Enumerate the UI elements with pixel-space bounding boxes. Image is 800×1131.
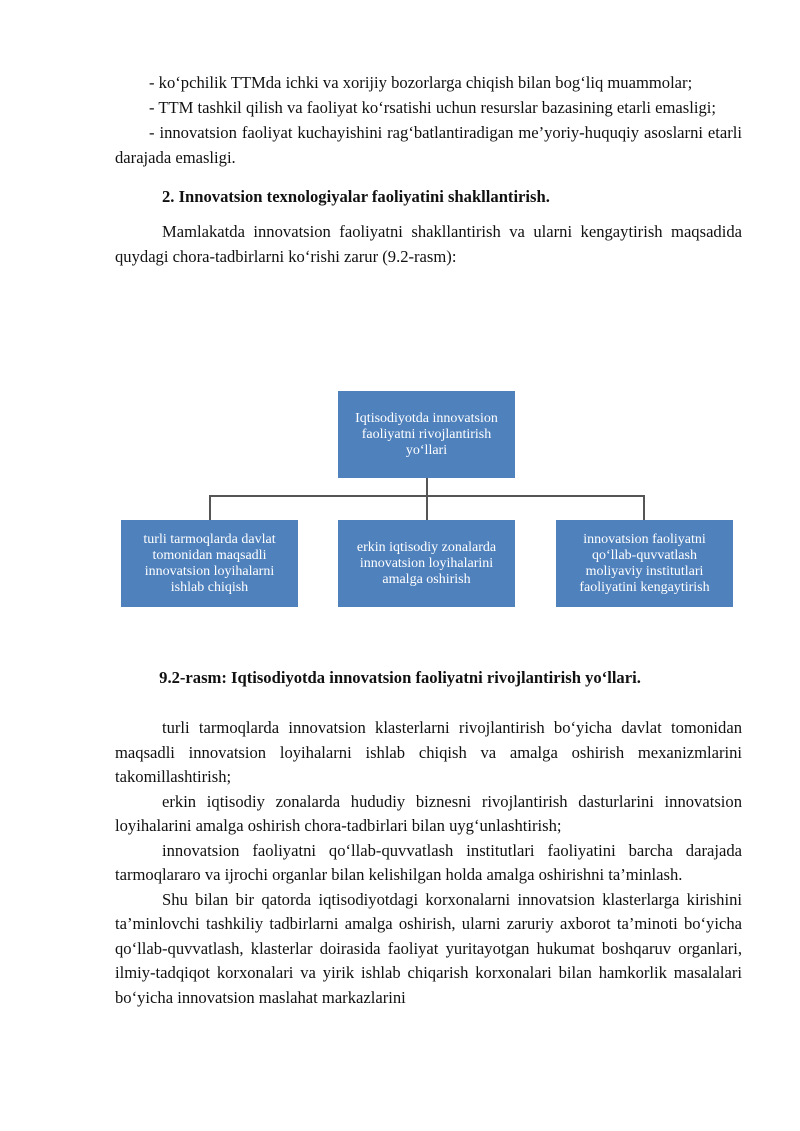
connector-horizontal bbox=[209, 495, 644, 497]
connector-right bbox=[643, 495, 645, 520]
diagram-child-box-1: turli tarmoqlarda davlat tomonidan maqsadli innovatsion loyihalarni ishlab chiqish bbox=[121, 520, 298, 607]
body-paragraph-2: erkin iqtisodiy zonalarda hududiy biznesni rivojlantirish dasturlarini innovatsion loyihalarini amalga oshirish chora-tadbirlari bilan uyg‘unlashtirish; bbox=[115, 791, 742, 835]
diagram-child-box-3: innovatsion faoliyatni qo‘llab-quvvatlash moliyaviy institutlari faoliyatini kengaytirish bbox=[556, 520, 733, 607]
figure-caption: 9.2-rasm: Iqtisodiyotda innovatsion faoliyatni rivojlantirish yo‘llari. bbox=[159, 668, 641, 687]
section-intro: Mamlakatda innovatsion faoliyatni shakllantirish va ularni kengaytirish maqsadida quydagi chora-tadbirlarni ko‘rishi zarur (9.2-rasm): bbox=[115, 222, 742, 266]
diagram-root-box: Iqtisodiyotda innovatsion faoliyatni rivojlantirish yo‘llari bbox=[338, 391, 515, 478]
body-paragraph-1: turli tarmoqlarda innovatsion klasterlarni rivojlantirish bo‘yicha davlat tomonidan maqsadli innovatsion loyihalarni ishlab chiqish va amalga oshirish mexanizmlarini takomillashtirish; bbox=[115, 718, 742, 786]
body-paragraph-3: innovatsion faoliyatni qo‘llab-quvvatlash institutlari faoliyatini barcha darajada tarmoqlararo va ijrochi organlar bilan kelishilgan holda amalga oshirishni ta’minlash. bbox=[115, 840, 742, 884]
connector-middle bbox=[426, 495, 428, 520]
section-heading: 2. Innovatsion texnologiyalar faoliyatini shakllantirish. bbox=[162, 187, 550, 206]
intro-item-2: - TTM tashkil qilish va faoliyat ko‘rsatishi uchun resurslar bazasining etarli emasligi; bbox=[149, 98, 716, 117]
intro-section bbox=[115, 70, 742, 269]
connector-root bbox=[426, 478, 428, 496]
intro-item-1: - ko‘pchilik TTMda ichki va xorijiy bozorlarga chiqish bilan bog‘liq muammolar; bbox=[149, 73, 693, 92]
intro-item-3: - innovatsion faoliyat kuchayishini rag‘batlantiradigan me’yoriy-huquqiy asoslarni etarli darajada emasligi. bbox=[115, 123, 742, 167]
body-paragraph-4: Shu bilan bir qatorda iqtisodiyotdagi korxonalarni innovatsion klasterlarga kirishini ta’minlovchi tashkiliy tadbirlarni amalga oshirish, ularni zaruriy axborot ta’minoti bo‘yicha qo‘llab-quvvatlash, klasterlar doirasida faoliyat yuritayotgan hukumat boshqaruv organlari, ilmiy-tadqiqot korxonalari va yirik ishlab chiqarish korxonalari bilan hamkorlik masalalari bo‘yicha innovatsion maslahat markazlarini bbox=[115, 889, 742, 1007]
diagram-child-box-2: erkin iqtisodiy zonalarda innovatsion loyihalarini amalga oshirish bbox=[338, 520, 515, 607]
connector-left bbox=[209, 495, 211, 520]
body-section bbox=[115, 716, 742, 1010]
